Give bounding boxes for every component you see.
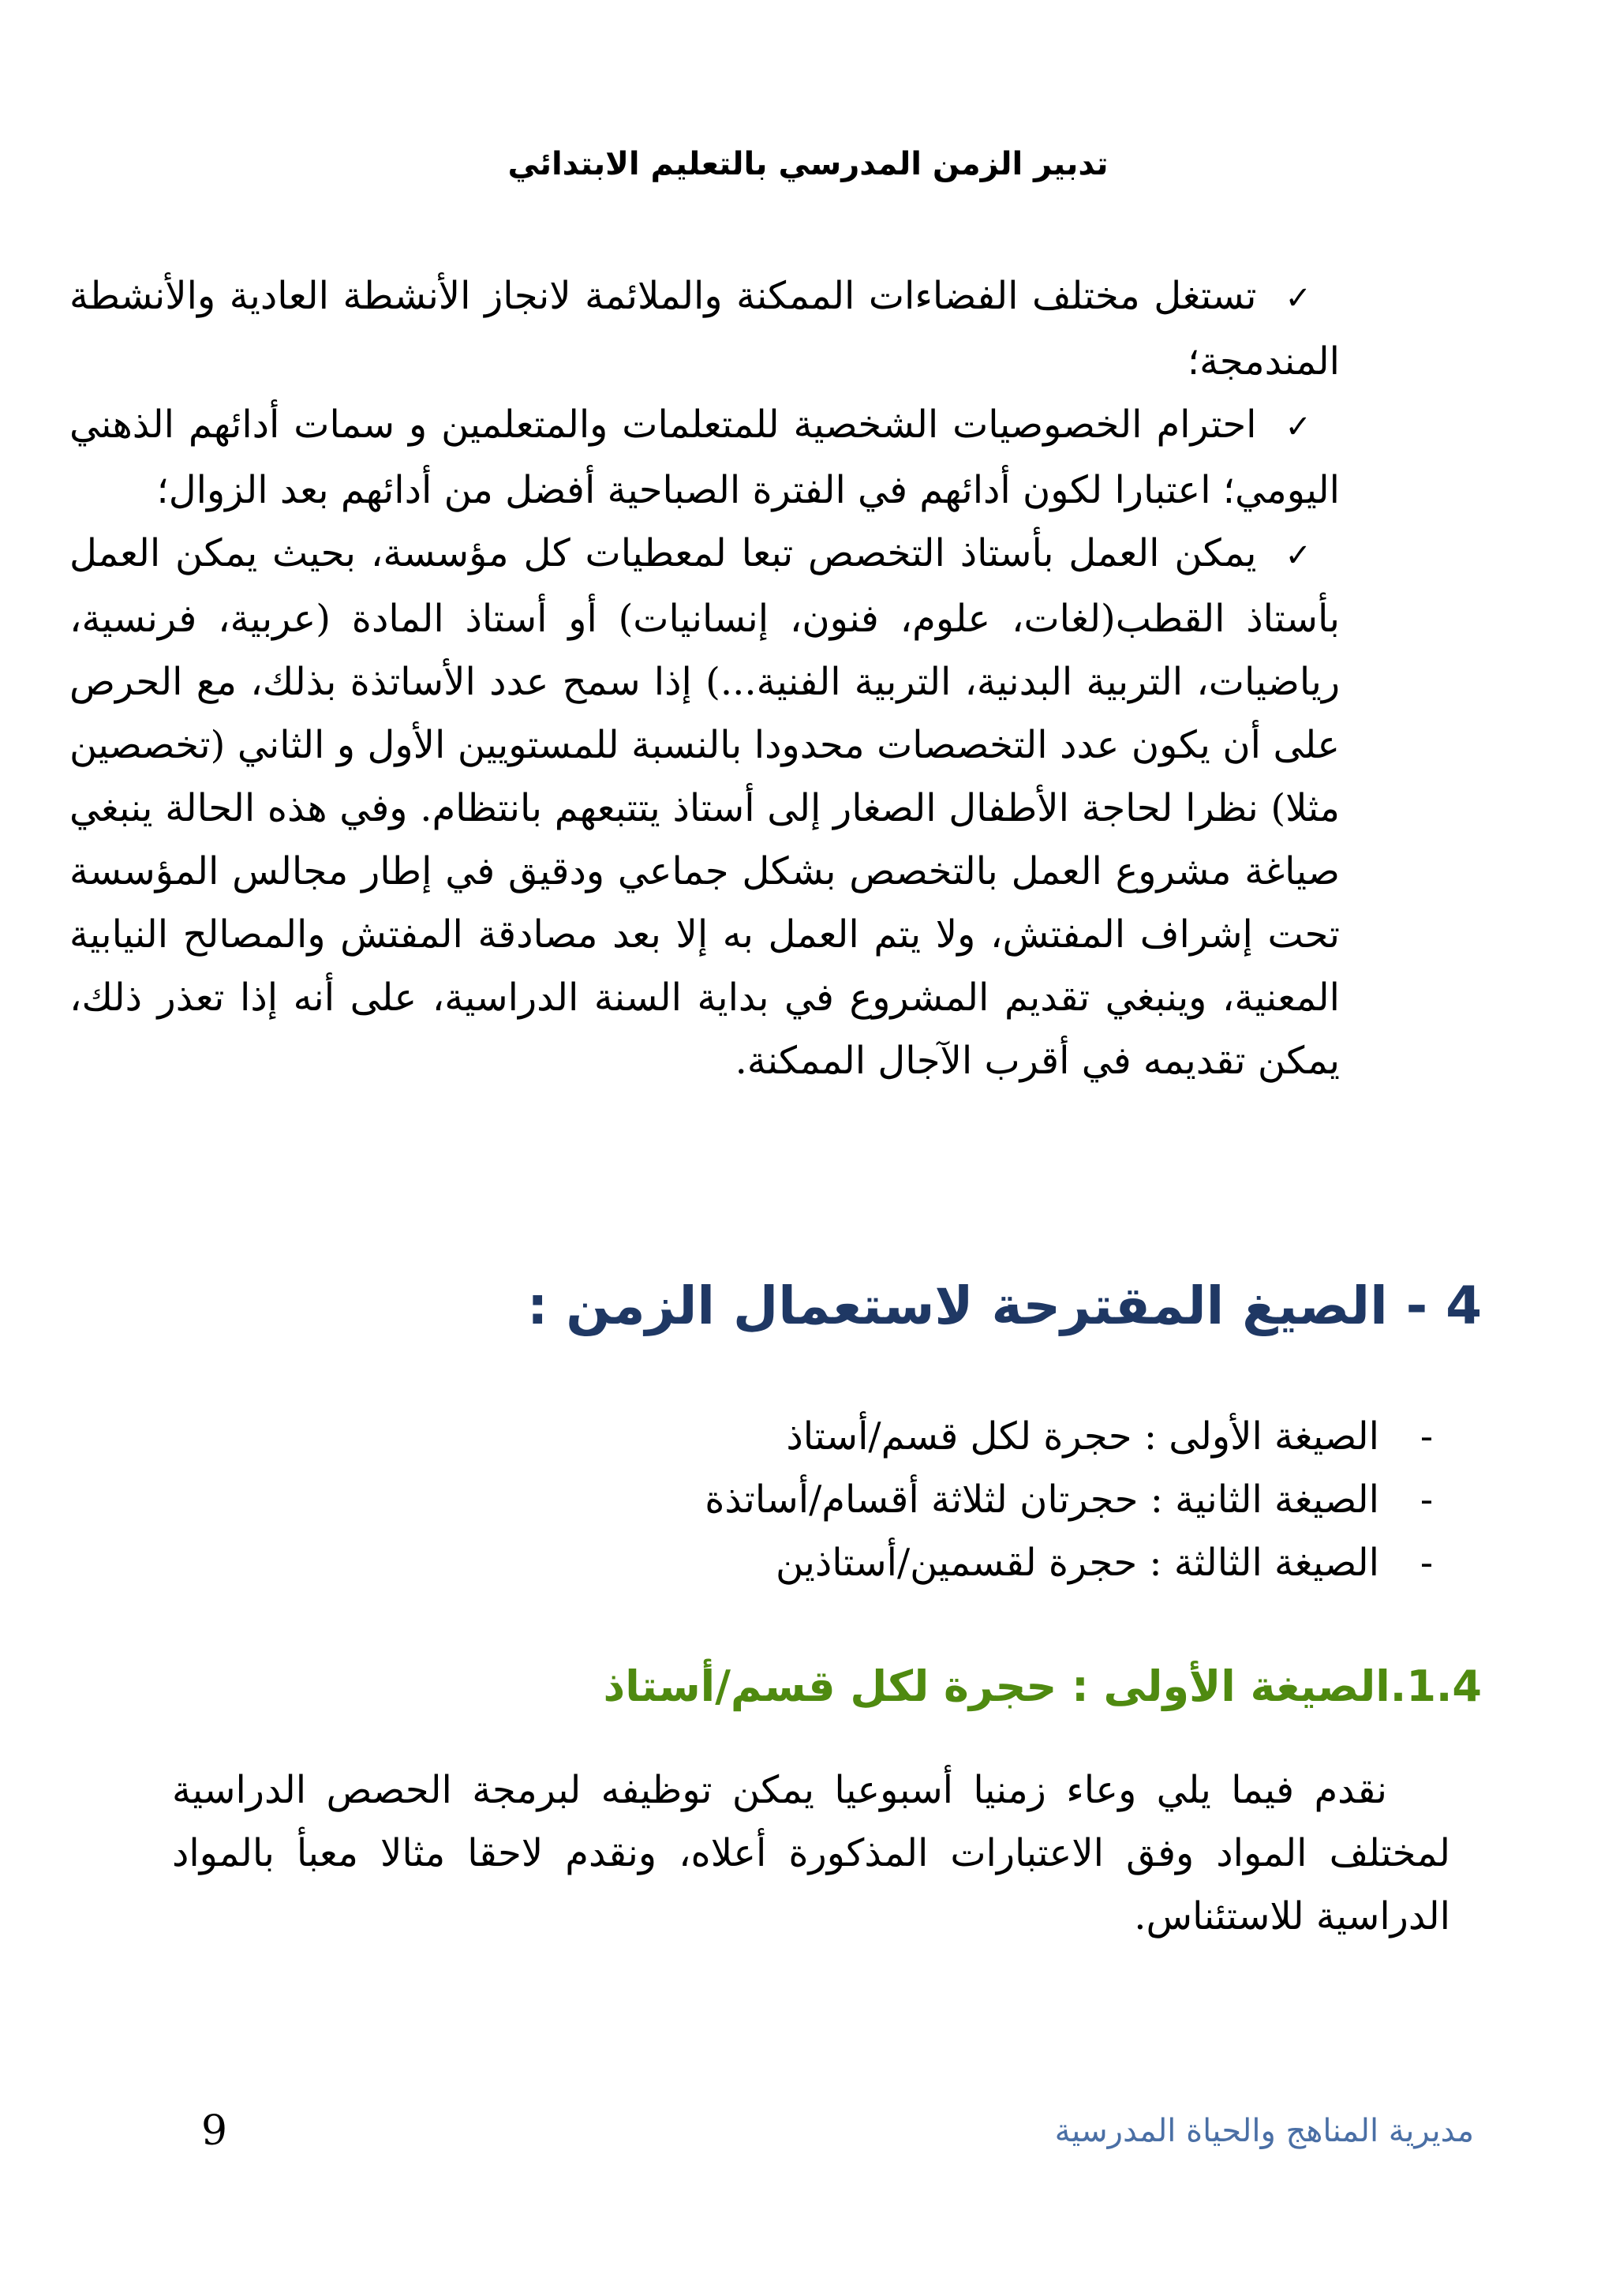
- dash-bullet: -: [1420, 1414, 1434, 1459]
- bullet-item: [69, 393, 1340, 522]
- check-icon: ✓: [1285, 409, 1311, 445]
- page-header-title: تدبير الزمن المدرسي بالتعليم الابتدائي: [507, 146, 1109, 182]
- subsection-title: 1.4.الصيغة الأولى : حجرة لكل قسم/أستاذ: [603, 1661, 1482, 1711]
- bullet-list: [69, 264, 1340, 1092]
- formula-text: الصيغة الثانية : حجرتان لثلاثة أقسام/أساتذة: [705, 1478, 1379, 1522]
- list-item: [290, 1468, 1474, 1531]
- section-title: 4 - الصيغ المقترحة لاستعمال الزمن :: [526, 1275, 1482, 1336]
- bullet-text: احترام الخصوصيات الشخصية للمتعلمات والمتعلمين و سمات أدائهم الذهني اليومي؛ اعتبارا لكون أدائهم في الفترة الصباحية أفضل من أدائهم بعد الزوال؛: [69, 403, 1340, 512]
- check-icon: ✓: [1285, 537, 1311, 574]
- check-icon: ✓: [1285, 280, 1311, 316]
- formula-text: الصيغة الثالثة : حجرة لقسمين/أستاذين: [776, 1541, 1379, 1585]
- dash-bullet: -: [1420, 1478, 1434, 1522]
- list-item: [290, 1405, 1474, 1468]
- formula-list: [290, 1405, 1474, 1594]
- footer-directorate: مديرية المناهج والحياة المدرسية: [1054, 2113, 1474, 2149]
- bullet-item: [69, 522, 1340, 1092]
- page-number: 9: [201, 2107, 228, 2155]
- bullet-text: يمكن العمل بأستاذ التخصص تبعا لمعطيات كل مؤسسة، بحيث يمكن العمل بأستاذ القطب(لغات، علوم، فنون، إنسانيات) أو أستاذ المادة (عربية، فرنسية، رياضيات، التربية البدنية، التربية الفنية...) إذا سمح عدد الأساتذة بذلك، مع الحرص على أن يكون عدد التخصصات محدودا بالنسبة للمستويين الأول و الثاني (تخصصين مثلا) نظرا لحاجة الأطفال الصغار إلى أستاذ يتتبعهم بانتظام. وفي هذه الحالة ينبغي صياغة مشروع العمل بالتخصص بشكل جماعي ودقيق في إطار مجالس المؤسسة تحت إشراف المفتش، ولا يتم العمل به إلا بعد مصادقة المفتش والمصالح النيابية المعنية، وينبغي تقديم المشروع في بداية السنة الدراسية، على أنه إذا تعذر ذلك، يمكن تقديمه في أقرب الآجال الممكنة.: [69, 531, 1340, 1083]
- formula-text: الصيغة الأولى : حجرة لكل قسم/أستاذ: [786, 1414, 1379, 1459]
- bullet-text: تستغل مختلف الفضاءات الممكنة والملائمة لانجاز الأنشطة العادية والأنشطة المندمجة؛: [69, 274, 1340, 384]
- bullet-item: [69, 264, 1340, 393]
- body-paragraph: نقدم فيما يلي وعاء زمنيا أسبوعيا يمكن توظيفه لبرمجة الحصص الدراسية لمختلف المواد وفق الاعتبارات المذكورة أعلاه، ونقدم لاحقا مثالا معبأ بالمواد الدراسية للاستئناس.: [172, 1768, 1450, 1938]
- list-item: [290, 1531, 1474, 1594]
- dash-bullet: -: [1420, 1541, 1434, 1585]
